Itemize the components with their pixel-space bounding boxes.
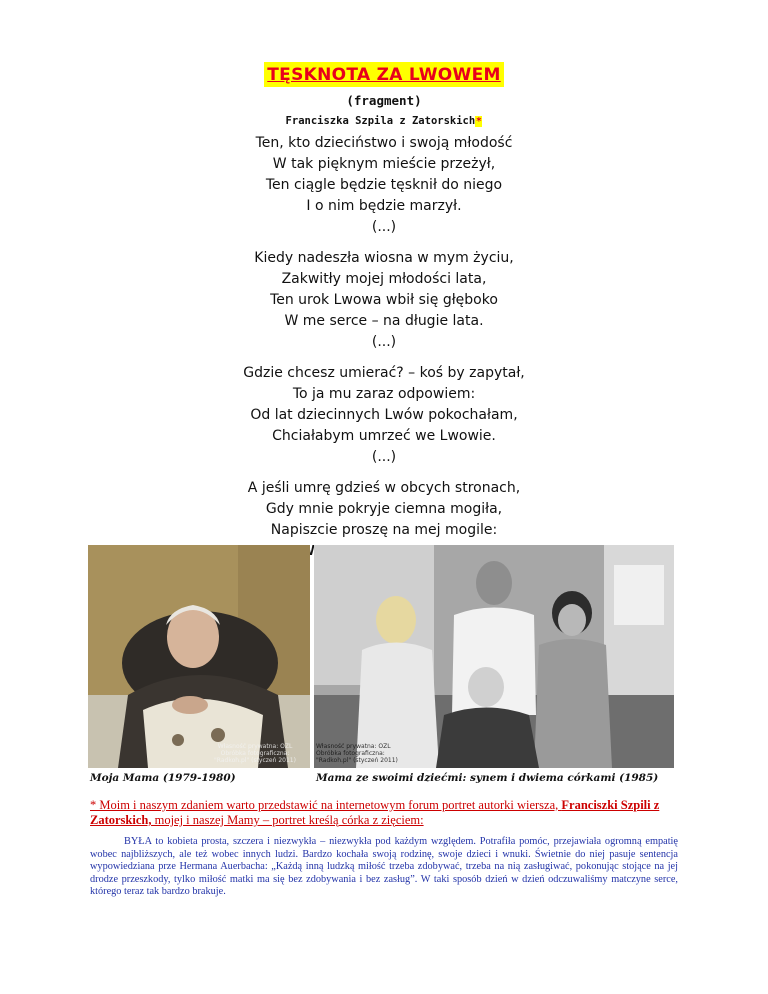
poem-line: Chciałabym umrzeć we Lwowie. [272,428,496,444]
poem-body [0,133,768,572]
poem-stanza-2 [0,248,768,353]
family-group-photo [314,545,674,768]
family-group-illustration [314,545,674,768]
poem-line: To ja mu zaraz odpowiem: [292,386,476,402]
photo-watermark [316,743,398,764]
poem-line: (...) [371,219,397,235]
mother-portrait-illustration [88,545,310,768]
poem-final-line: WE [300,543,325,559]
poem-line: Ten urok Lwowa wbił się głęboko [270,292,498,308]
poem-stanza-3 [0,363,768,468]
poem-line: W me serce – na długie lata. [284,313,484,329]
portrait-paragraph: BYŁA to kobieta prosta, szczera i niezwykła – niezwykła pod każdym względem. Potrafiła pomóc, przejawiała ogromną empatię wobec najbliższych, ale też wobec innych ludzi. Bardzo kochała swoją rodzinę, swoje dzieci i wnuki. Świetnie do niej pasuje sentencja wypowiedziana prze Hermana Auerbacha: „Każdą inną ludzką miłość trzeba zdobywać, trzeba na nią zasługiwać, pokonując stojące na jej drodze przeszkody, tylko miłość matki ma się bez zdobywania i bez zasług”. W taki sposób dzień w dzień odczuwaliśmy matczyne serce, którego teraz tak bardzo brakuje. [90,836,678,898]
poem-line: W tak pięknym mieście przeżył, [272,156,496,172]
watermark-line: Własność prywatna: OZL [316,743,391,750]
poem-line: A jeśli umrę gdzieś w obcych stronach, [247,480,521,496]
poem-line: Ten, kto dzieciństwo i swoją młodość [255,135,513,151]
intro-prefix: * Moim i naszym zdaniem warto przedstawić na internetowym forum portret autorki wiersza, [90,798,562,812]
poem-line: Napiszcie proszę na mej mogile: [270,522,498,538]
poem-author: Franciszka Szpila z Zatorskich [285,115,476,127]
intro-suffix: mojej i naszej Mamy – portret kreślą córka z zięciem: [151,813,424,827]
poem-line: Gdzie chcesz umierać? – koś by zapytał, [243,365,525,381]
poem-line: Ten ciągle będzie tęsknił do niego [265,177,503,193]
poem-stanza-1 [0,133,768,238]
footnote-intro [90,798,678,828]
poem-subtitle: (fragment) [346,93,422,108]
footnote-asterisk: * [476,116,482,127]
mother-portrait-photo [88,545,310,768]
watermark-line: "Radkoh.pl" (styczeń 2011) [316,757,398,764]
watermark-line: Własność prywatna: OZL [217,743,293,750]
poem-line: Zakwitły mojej młodości lata, [281,271,487,287]
left-photo-caption: Moja Mama (1979-1980) [90,772,236,784]
photo-watermark [210,743,300,764]
poem-line: Gdy mnie pokryje ciemna mogiła, [265,501,503,517]
right-photo-caption: Mama ze swoimi dziećmi: synem i dwiema córkami (1985) [316,772,659,784]
poem-line: (...) [371,334,397,350]
poem-line: Od lat dziecinnych Lwów pokochałam, [250,407,518,423]
poem-line: Kiedy nadeszła wiosna w mym życiu, [254,250,514,266]
poem-title: TĘSKNOTA ZA LWOWEM [264,62,503,87]
watermark-line: Obróbka fotograficzna: [316,750,385,757]
poem-line: I o nim będzie marzył. [306,198,462,214]
title-container [0,62,768,87]
author-line [0,111,768,129]
watermark-line: Obróbka fotograficzna: [220,750,290,757]
poem-line: (...) [371,449,397,465]
intro-author-name: Franciszki Szpili z Zatorskich, [90,798,660,827]
watermark-line: "Radkoh.pl" (styczeń 2011) [214,757,296,764]
